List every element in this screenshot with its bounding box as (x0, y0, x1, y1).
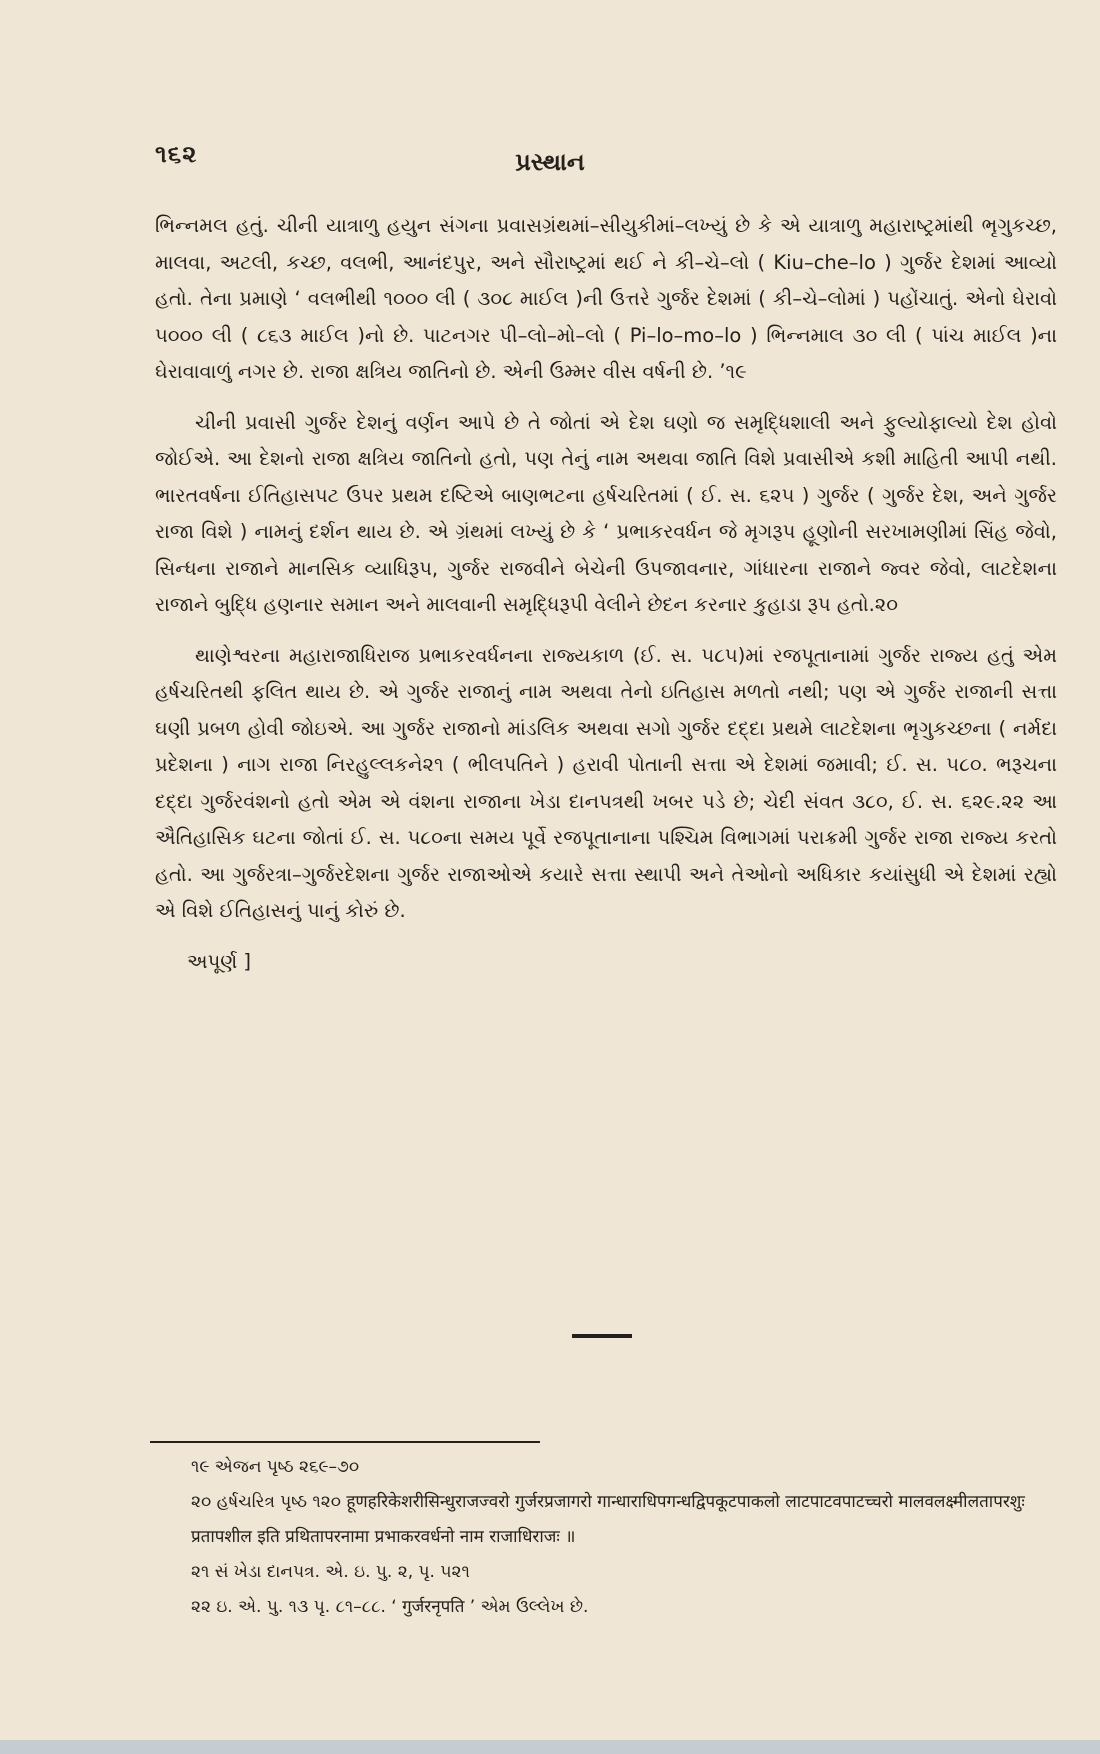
page-number: ૧૬૨ (155, 140, 198, 168)
footnote: ૨૨ ઇ. એ. પુ. ૧૩ પૃ. ૮૧–૮૮. ‘ गुर्जरनृपति ’ એમ ઉલ્લેખ છે. (191, 1597, 589, 1617)
section-separator (572, 1334, 632, 1338)
footnote-rule (150, 1441, 540, 1443)
paragraph: ભિન્નમલ હતું. ચીની યાત્રાળુ હયુન સંગના પ્રવાસગ્રંથમાં–સીયુકીમાં–લખ્યું છે કે એ યાત્રાળુ મહારાષ્ટ્રમાંથી ભૃગુકચ્છ, માલવા, અટલી, કચ્છ, વલભી, આનંદપુર, અને સૌરાષ્ટ્રમાં થઈ ને કી–ચે–લો ( Kiu–che–lo ) ગુર્જર દેશમાં આવ્યો હતો. તેના પ્રમાણે ‘ વલભીથી ૧૦૦૦ લી ( ૩૦૮ માઈલ )ની ઉત્તરે ગુર્જર દેશમાં ( કી–ચે–લોમાં ) પહોંચાતું. એનો ઘેરાવો ૫૦૦૦ લી ( ૮૬૩ માઈલ )નો છે. પાટનગર પી–લો–મો–લો ( Pi–lo–mo–lo ) ભિન્નમાલ ૩૦ લી ( પાંચ માઈલ )ના ઘેરાવાવાળું નગર છે. રાજા ક્ષત્રિય જાતિનો છે. એની ઉમ્મર વીસ વર્ષની છે. ’૧૯ (155, 214, 1057, 383)
footnote: ૨૦ હર્ષચરિત્ર પૃષ્ઠ ૧૨૦ हूणहरिकेशरीसिन्धुराजज्वरो गुर्जरप्रजागरो गान्धाराधिपगन्धद्विपकूटपाकलो लाटपाटवपाटच्चरो मालवलक्ष्मीलतापरशुः प्रतापशील इति प्रथितापरनामा प्रभाकरवर्धनो नाम राजाधिराजः ॥ (191, 1492, 1025, 1547)
paragraph: થાણેશ્વરના મહારાજાધિરાજ પ્રભાકરવર્ધનના રાજ્યકાળ (ઈ. સ. ૫૮૫)માં રજપૂતાનામાં ગુર્જર રાજ્ય હતું એમ હર્ષચરિતથી ફલિત થાય છે. એ ગુર્જર રાજાનું નામ અથવા તેનો ઇતિહાસ મળતો નથી; પણ એ ગુર્જર રાજાની સત્તા ઘણી પ્રબળ હોવી જોઇએ. આ ગુર્જર રાજાનો માંડલિક અથવા સગો ગુર્જર દદ્દા પ્રથમે લાટદેશના ભૃગુકચ્છના ( નર્મદા પ્રદેશના ) નાગ રાજા નિરહુલ્લકને૨૧ ( ભીલપતિને ) હરાવી પોતાની સત્તા એ દેશમાં જમાવી; ઈ. સ. ૫૮૦. ભરૂચના દદ્દા ગુર્જરવંશનો હતો એમ એ વંશના રાજાના ખેડા દાનપત્રથી ખબર પડે છે; ચેદી સંવત ૩૮૦, ઈ. સ. ૬૨૯.૨૨ આ ઐતિહાસિક ઘટના જોતાં ઈ. સ. ૫૮૦ના સમય પૂર્વે રજપૂતાનાના પશ્ચિમ વિભાગમાં પરાક્રમી ગુર્જર રાજા રાજ્ય કરતો હતો. આ ગુર્જરત્રા–ગુર્જરદેશના ગુર્જર રાજાઓએ કયારે સત્તા સ્થાપી અને તેઓનો અધિકાર કયાંસુધી એ દેશમાં રહ્યો એ વિશે ઈતિહાસનું પાનું કોરું છે. (155, 643, 1057, 922)
continued-marker: અપૂર્ણ ] (187, 949, 252, 973)
scan-edge (0, 1740, 1100, 1754)
paragraph: ચીની પ્રવાસી ગુર્જર દેશનું વર્ણન આપે છે તે જોતાં એ દેશ ઘણો જ સમૃદ્ધિશાલી અને ફુલ્યોફાલ્યો દેશ હોવો જોઈએ. આ દેશનો રાજા ક્ષત્રિય જાતિનો હતો, પણ તેનું નામ અથવા જાતિ વિશે પ્રવાસીએ કશી માહિતી આપી નથી. ભારતવર્ષના ઈતિહાસપટ ઉપર પ્રથમ દષ્ટિએ બાણભટના હર્ષચરિતમાં ( ઈ. સ. ૬૨૫ ) ગુર્જર ( ગુર્જર દેશ, અને ગુર્જર રાજા વિશે ) નામનું દર્શન થાય છે. એ ગ્રંથમાં લખ્યું છે કે ‘ પ્રભાકરવર્ધન જે મૃગરૂપ હૂણોની સરખામણીમાં સિંહ જેવો, સિન્ધના રાજાને માનસિક વ્યાધિરૂપ, ગુર્જર રાજવીને બેચેની ઉપજાવનાર, ગાંધારના રાજાને જ્વર જેવો, લાટદેશના રાજાને બુદ્ધિ હણનાર સમાન અને માલવાની સમૃદ્ધિરૂપી વેલીને છેદન કરનાર કુહાડા રૂપ હતો.૨૦ (155, 410, 1057, 616)
footnote: ૨૧ સં ખેડા દાનપત્ર. એ. ઇ. પુ. ૨, પૃ. ૫૨૧ (191, 1562, 470, 1582)
body-text (155, 208, 1057, 994)
running-title: પ્રસ્થાન (515, 148, 585, 176)
footnote: ૧૯ એજન પૃષ્ઠ ૨૬૯–૭૦ (191, 1457, 360, 1477)
footnotes (155, 1450, 1057, 1625)
